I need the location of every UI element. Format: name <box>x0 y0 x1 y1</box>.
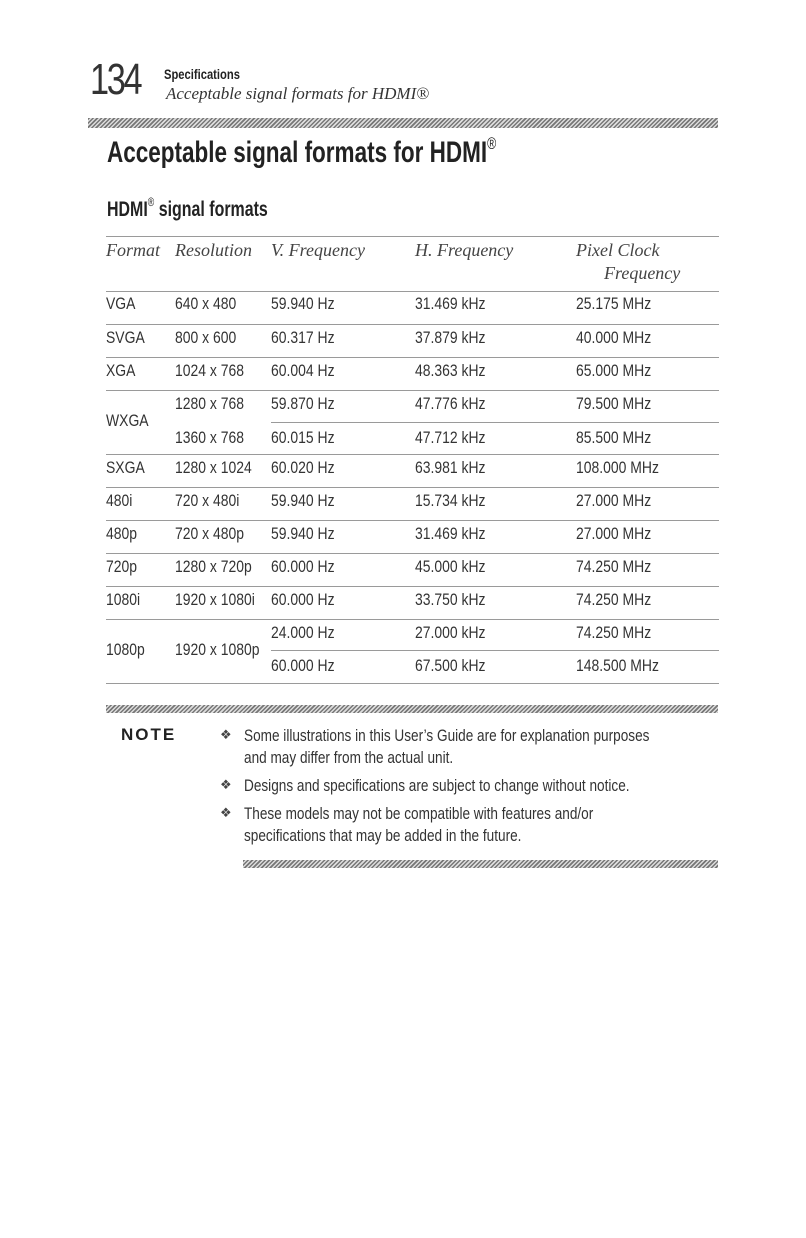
cell-pixel-clock: 79.500 MHz <box>576 394 652 413</box>
running-header-subtitle: Acceptable signal formats for HDMI® <box>166 84 430 103</box>
cell-resolution: 640 x 480 <box>175 294 237 313</box>
cell-resolution: 1024 x 768 <box>175 361 244 380</box>
cell-resolution: 1280 x 720p <box>175 557 252 576</box>
cell-format: 480p <box>106 524 138 543</box>
header-v-frequency: V. Frequency <box>271 240 365 260</box>
cell-h-frequency: 47.712 kHz <box>415 428 486 447</box>
cell-resolution: 1920 x 1080i <box>175 590 255 609</box>
section-title-text: Acceptable signal formats for HDMI <box>107 136 488 169</box>
cell-format: SVGA <box>106 328 145 347</box>
section-title <box>107 136 496 170</box>
cell-pixel-clock: 27.000 MHz <box>576 491 652 510</box>
cell-v-frequency: 59.940 Hz <box>271 294 335 313</box>
cell-v-frequency: 59.870 Hz <box>271 394 335 413</box>
table-rule <box>106 683 719 684</box>
table-title-prefix: HDMI <box>107 198 148 221</box>
cell-resolution: 720 x 480p <box>175 524 244 543</box>
table-rule <box>106 586 719 587</box>
cell-h-frequency: 63.981 kHz <box>415 458 486 477</box>
cell-pixel-clock: 74.250 MHz <box>576 623 652 642</box>
note-divider-bar <box>106 705 718 713</box>
header-format: Format <box>106 240 160 260</box>
registered-mark: ® <box>147 197 155 210</box>
cell-v-frequency: 59.940 Hz <box>271 491 335 510</box>
cell-pixel-clock: 74.250 MHz <box>576 590 652 609</box>
page-number: 134 <box>90 55 141 104</box>
table-rule <box>106 390 719 391</box>
cell-v-frequency: 59.940 Hz <box>271 524 335 543</box>
cell-h-frequency: 45.000 kHz <box>415 557 486 576</box>
cell-h-frequency: 31.469 kHz <box>415 294 486 313</box>
cell-pixel-clock: 27.000 MHz <box>576 524 652 543</box>
header-h-frequency: H. Frequency <box>415 240 514 260</box>
cell-format: SXGA <box>106 458 145 477</box>
diamond-bullet-icon: ❖ <box>220 778 232 793</box>
note-item-1-line-1: Some illustrations in this User’s Guide are for explanation purposes <box>244 726 650 745</box>
table-title <box>107 198 268 222</box>
cell-v-frequency: 60.020 Hz <box>271 458 335 477</box>
running-header-section: Specifications <box>164 66 240 82</box>
cell-format: VGA <box>106 294 136 313</box>
cell-resolution: 1280 x 1024 <box>175 458 252 477</box>
cell-format: 720p <box>106 557 138 576</box>
cell-pixel-clock: 148.500 MHz <box>576 656 659 675</box>
cell-h-frequency: 31.469 kHz <box>415 524 486 543</box>
cell-pixel-clock: 85.500 MHz <box>576 428 652 447</box>
header-divider-bar <box>88 118 718 128</box>
cell-format: WXGA <box>106 411 149 430</box>
cell-v-frequency: 60.004 Hz <box>271 361 335 380</box>
cell-pixel-clock: 74.250 MHz <box>576 557 652 576</box>
table-title-suffix: signal formats <box>158 198 268 221</box>
note-item-3-line-2: specifications that may be added in the future. <box>244 826 522 845</box>
cell-pixel-clock: 40.000 MHz <box>576 328 652 347</box>
cell-pixel-clock: 65.000 MHz <box>576 361 652 380</box>
diamond-bullet-icon: ❖ <box>220 806 232 821</box>
cell-resolution: 720 x 480i <box>175 491 240 510</box>
cell-h-frequency: 27.000 kHz <box>415 623 486 642</box>
cell-format: 1080i <box>106 590 141 609</box>
cell-v-frequency: 60.000 Hz <box>271 590 335 609</box>
note-item-2-line-1: Designs and specifications are subject to change without notice. <box>244 776 630 795</box>
cell-format: 1080p <box>106 640 145 659</box>
table-rule <box>106 454 719 455</box>
table-rule <box>106 619 719 620</box>
cell-v-frequency: 60.000 Hz <box>271 557 335 576</box>
note-item-1-line-2: and may differ from the actual unit. <box>244 748 454 767</box>
cell-h-frequency: 48.363 kHz <box>415 361 486 380</box>
note-label: NOTE <box>121 725 177 744</box>
diamond-bullet-icon: ❖ <box>220 728 232 743</box>
table-rule <box>106 236 719 237</box>
cell-resolution: 1920 x 1080p <box>175 640 260 659</box>
note-item-3-line-1: These models may not be compatible with features and/or <box>244 804 594 823</box>
cell-v-frequency: 60.015 Hz <box>271 428 335 447</box>
cell-format: 480i <box>106 491 133 510</box>
header-resolution: Resolution <box>175 240 252 260</box>
note-end-bar <box>243 860 718 868</box>
header-pixel-clock-frequency: Frequency <box>604 263 681 283</box>
cell-resolution: 800 x 600 <box>175 328 237 347</box>
cell-h-frequency: 67.500 kHz <box>415 656 486 675</box>
cell-h-frequency: 15.734 kHz <box>415 491 486 510</box>
cell-resolution: 1280 x 768 <box>175 394 244 413</box>
cell-h-frequency: 37.879 kHz <box>415 328 486 347</box>
cell-h-frequency: 33.750 kHz <box>415 590 486 609</box>
table-rule <box>106 520 719 521</box>
cell-resolution: 1360 x 768 <box>175 428 244 447</box>
table-rule <box>106 324 719 325</box>
table-rule <box>106 357 719 358</box>
table-rule <box>106 487 719 488</box>
cell-pixel-clock: 25.175 MHz <box>576 294 652 313</box>
cell-v-frequency: 24.000 Hz <box>271 623 335 642</box>
cell-v-frequency: 60.000 Hz <box>271 656 335 675</box>
cell-format: XGA <box>106 361 136 380</box>
cell-h-frequency: 47.776 kHz <box>415 394 486 413</box>
cell-pixel-clock: 108.000 MHz <box>576 458 659 477</box>
table-rule <box>106 291 719 292</box>
table-rule <box>106 553 719 554</box>
header-pixel-clock: Pixel Clock <box>576 240 660 260</box>
cell-v-frequency: 60.317 Hz <box>271 328 335 347</box>
registered-mark: ® <box>487 134 497 153</box>
table-subrule <box>271 650 719 651</box>
table-subrule <box>271 422 719 423</box>
